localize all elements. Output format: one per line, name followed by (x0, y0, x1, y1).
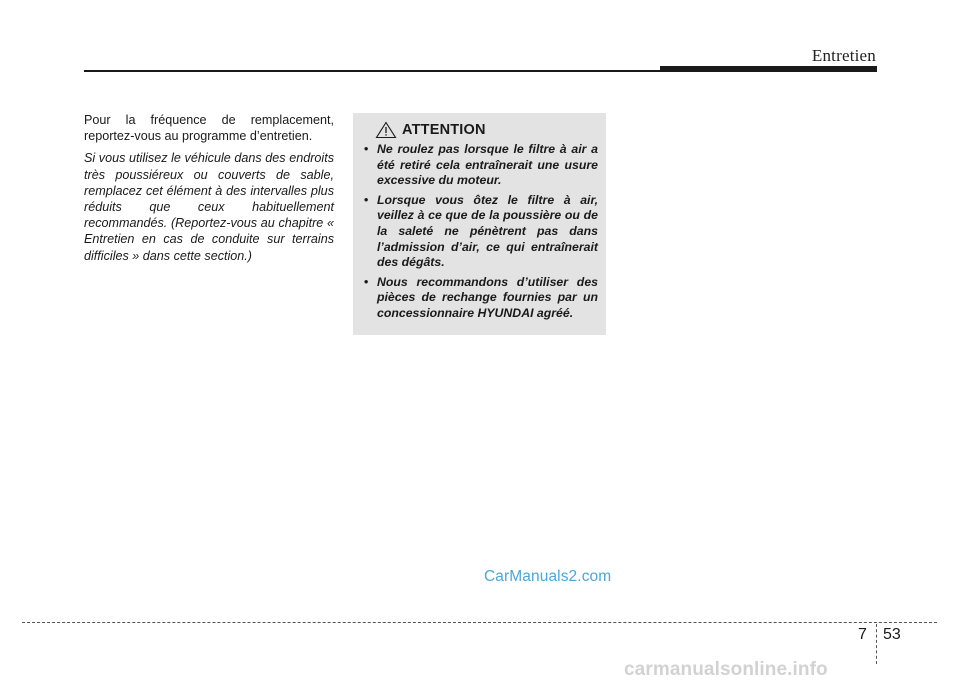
header-rule-accent (660, 66, 877, 72)
attention-header (375, 121, 598, 139)
brand-watermark: CarManuals2.com (484, 568, 612, 585)
attention-item-text: Nous recommandons d’utiliser des pièces de rechange fournies par un concessionnaire HYUNDAI agréé. (377, 274, 598, 320)
left-column (84, 112, 334, 264)
attention-title: ATTENTION (402, 122, 486, 138)
attention-item-text: Lorsque vous ôtez le filtre à air, veillez à ce que de la poussière ou de la saleté ne pénètrent pas dans l’admission d’air, ce qui entraînerait des dégâts. (377, 192, 598, 270)
footer-divider (22, 622, 937, 623)
attention-box (353, 113, 606, 335)
header-rule (84, 70, 662, 72)
page-number: 53 (883, 626, 901, 643)
chapter-number: 7 (858, 626, 867, 643)
section-title: Entretien (811, 46, 876, 65)
attention-item (363, 142, 598, 189)
footer-page-separator (876, 624, 877, 664)
bullet: • (364, 192, 369, 207)
site-watermark: carmanualsonline.info (624, 659, 828, 680)
bullet: • (364, 142, 369, 156)
warning-triangle-icon (375, 121, 397, 139)
bullet: • (364, 274, 369, 289)
attention-item (363, 193, 598, 271)
attention-item-text: Ne roulez pas lorsque le filtre à air a été retiré cela entraînerait une usure excessive du moteur. (377, 142, 598, 188)
replacement-frequency-paragraph: Pour la fréquence de remplacement, reportez-vous au programme d’entretien. (84, 113, 334, 144)
dusty-conditions-paragraph: Si vous utilisez le véhicule dans des endroits très poussiéreux ou couverts de sable, remplacez cet élément à des intervalles plus réduits que ceux habituellement recommandés. (Reportez-vous au chapitre « Entretien en cas de conduite sur terrains difficiles » dans cette section.) (84, 151, 334, 263)
attention-list (363, 142, 598, 322)
attention-item (363, 275, 598, 322)
